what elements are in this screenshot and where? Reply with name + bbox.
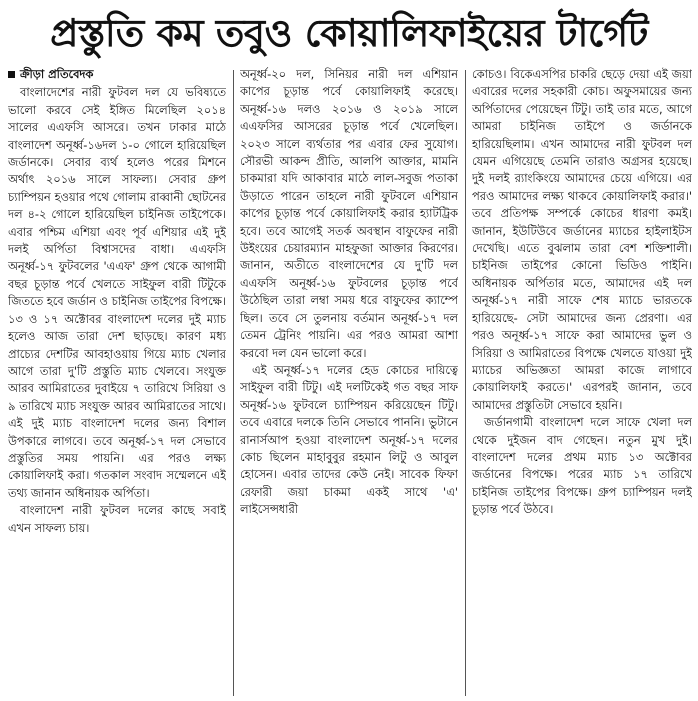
byline-text: ক্রীড়া প্রতিবেদক — [20, 67, 94, 81]
paragraph-continued: অনূর্ধ্ব-২০ দল, সিনিয়র নারী দল এশিয়ান কাপের চূড়ান্ত পর্বে কোয়ালিফাই করেছে। অনূর্ধ্ব-১৬ দলও ২০১৬ ও ২০১৯ সালে এএফসির আসরের চূড়ান্ত পর্বে খেলেছিল। ২০২৩ সালে ব্যর্থতার পর এবার ফের সুযোগ। সৌরভী আকন্দ প্রীতি, আলপি আক্তার, মামনি চাকমারা যদি আকাবার মাঠে লাল-সবুজ পতাকা উড়াতে পারেন তাহলে নারী ফুটবলে এশিয়ান কাপের চূড়ান্ত পর্বে কোয়ালিফাই করার হ্যাটট্রিক হবে। তবে আগেই সতর্ক অবস্থান বাফুফের নারী উইংয়ের চেয়ারম্যান মাহফুজা আক্তার কিরণের। জানান, অতীতে বাংলাদেশের যে দু'টি দল এএফসি অনূর্ধ্ব-১৬ ফুটবলের চূড়ান্ত পর্বে উঠেছিল তারা লম্বা সময় ধরে বাফুফের ক্যাম্পে ছিল। তবে সে তুলনায় বর্তমান অনূর্ধ্ব-১৭ দল তেমন ট্রেনিং পায়নি। এর পরও আমরা আশা করবো দল যেন ভালো করে। — [240, 67, 458, 360]
square-bullet-icon — [8, 71, 15, 78]
article-column-1 — [8, 66, 226, 698]
byline — [8, 66, 226, 83]
column-divider — [465, 70, 466, 696]
paragraph: বাংলাদেশ নারী ফুটবল দলের কাছে সবাই এখন সাফল্য চায়। — [8, 503, 226, 535]
article-body — [8, 66, 692, 698]
paragraph: এই অনূর্ধ্ব-১৭ দলের হেড কোচের দায়িত্বে সাইফুল বারী টিটু। এই দলটিকেই গত বছর সাফ অনূর্ধ্ব-১৬ ফুটবলে চ্যাম্পিয়ন করিয়েছেন টিটু। তবে এবারে দলকে তিনি সেভাবে পাননি। ভুটানে রানার্সআপ হওয়া বাংলাদেশ অনূর্ধ্ব-১৭ দলের কোচ ছিলেন মাহাবুবুর রহমান লিটু ও আবুল হোসেন। এবার তাদের কেউ নেই। সাবেক ফিফা রেফারী জয়া চাকমা একই সাথে 'এ' লাইসেন্সধারী — [240, 362, 458, 517]
column-divider — [233, 70, 234, 696]
paragraph: বাংলাদেশের নারী ফুটবল দল যে ভবিষ্যতে ভালো করবে সেই ইঙ্গিত মিলেছিল ২০১৪ সালের এএফসি আসরে। তখন ঢাকার মাঠে বাংলাদেশ অনূর্ধ্ব-১৬দল ১-০ গোলে হারিয়েছিল জর্ডানকে। সেবার ব্যর্থ হলেও পরের মিশনে অর্থাৎ ২০১৬ সালে সাফল্য। সেবার গ্রুপ চ্যাম্পিয়ন হওয়ার পথে গোলাম রাব্বানী ছোটনের দল ৪-২ গোলে হারিয়েছিল চাইনিজ তাইপেকে। এবার পশ্চিম এশিয়া এবং পূর্ব এশিয়ার এই দুই দলই অর্পিতা বিশ্বাসদের বাধা। এএফসি অনূর্ধ্ব-১৭ ফুটবলের 'এএফ' গ্রুপ থেকে আগামী বছর চূড়ান্ত পর্বে খেলতে সাইফুল বারী টিটুকে জিততে হবে জর্ডান ও চাইনিজ তাইপের বিপক্ষে। ১৩ ও ১৭ অক্টোবর বাংলাদেশ দলের দুই ম্যাচ হলেও আজ তারা দেশ ছাড়ছে। কারণ মধ্য প্রাচ্যের দেশটির আবহাওয়ায় গিয়ে ম্যাচ খেলার আগে তারা দু'টি প্রস্তুতি ম্যাচ খেলবে। সংযুক্ত আরব আমিরাতের দুবাইয়ে ৭ তারিখে সিরিয়া ও ৯ তারিখে ম্যাচ সংযুক্ত আরব আমিরাতের সাথে। এই দুই ম্যাচ বাংলাদেশ দলের জন্য বিশাল উপকারে লাগবে। তবে অনূর্ধ্ব-১৭ দল সেভাবে প্রস্তুতির সময় পায়নি। এর পরও লক্ষ্য কোয়ালিফাই করা। গতকাল সংবাদ সম্মেলনে এই তথ্য জানান অধিনায়ক অর্পিতা। — [8, 85, 226, 500]
paragraph-continued: কোচও। বিকেএসপির চাকরি ছেড়ে দেয়া এই জয়া এবারের দলের সহকারী কোচ। অফুসমায়ের জন্য অর্পিতাদের পেয়েছেন টিটু। তাই তার মতে, আগে আমরা চাইনিজ তাইপে ও জর্ডানকে হারিয়েছিলাম। এখন আমাদের নারী ফুটবল দল যেমন এগিয়েছে তেমনি তারাও অগ্রসর হয়েছে। দুই দলই র‍্যাংকিংয়ে আমাদের চেয়ে এগিয়ে। এর পরও আমাদের লক্ষ্য থাকবে কোয়ালিফাই করার।' তবে প্রতিপক্ষ সম্পর্কে কোচের ধারণা কমই। জানান, ইউটিউবে জর্ডানের ম্যাচের হাইলাইটস দেখেছি। এতে বুঝলাম তারা বেশ শক্তিশালী। চাইনিজ তাইপের কোনো ভিডিও পাইনি। অধিনায়ক অর্পিতার মতে, আমাদের এই দল অনূর্ধ্ব-১৭ নারী সাফে শেষ ম্যাচে ভারতকে হারিয়েছে- সেটা আমাদের জন্য প্রেরণা। এর পরও অনূর্ধ্ব-১৭ সাফে করা আমাদের ভুল ও সিরিয়া ও আমিরাতের বিপক্ষে খেলতে যাওয়া দুই ম্যাচের অভিজ্ঞতা আমরা কাজে লাগাবে কোয়ালিফাই করতে।' এরপরই জানান, তবে আমাদের প্রস্তুতিটা সেভাবে হয়নি। — [472, 67, 692, 412]
article-column-3 — [472, 66, 692, 698]
paragraph: জর্ডানগামী বাংলাদেশ দলে সাফে খেলা দল থেকে দুইজন বাদ গেছেন। নতুন মুখ দুই। বাংলাদেশ দলের প্রথম ম্যাচ ১৩ অক্টোবর জর্ডানের বিপক্ষে। পরের ম্যাচ ১৭ তারিখে চাইনিজ তাইপের বিপক্ষে। গ্রুপ চ্যাম্পিয়ন দলই চূড়ান্ত পর্বে উঠবে। — [472, 415, 692, 517]
article-column-2 — [240, 66, 458, 698]
headline: প্রস্তুতি কম তবুও কোয়ালিফাইয়ের টার্গেট — [50, 11, 648, 55]
